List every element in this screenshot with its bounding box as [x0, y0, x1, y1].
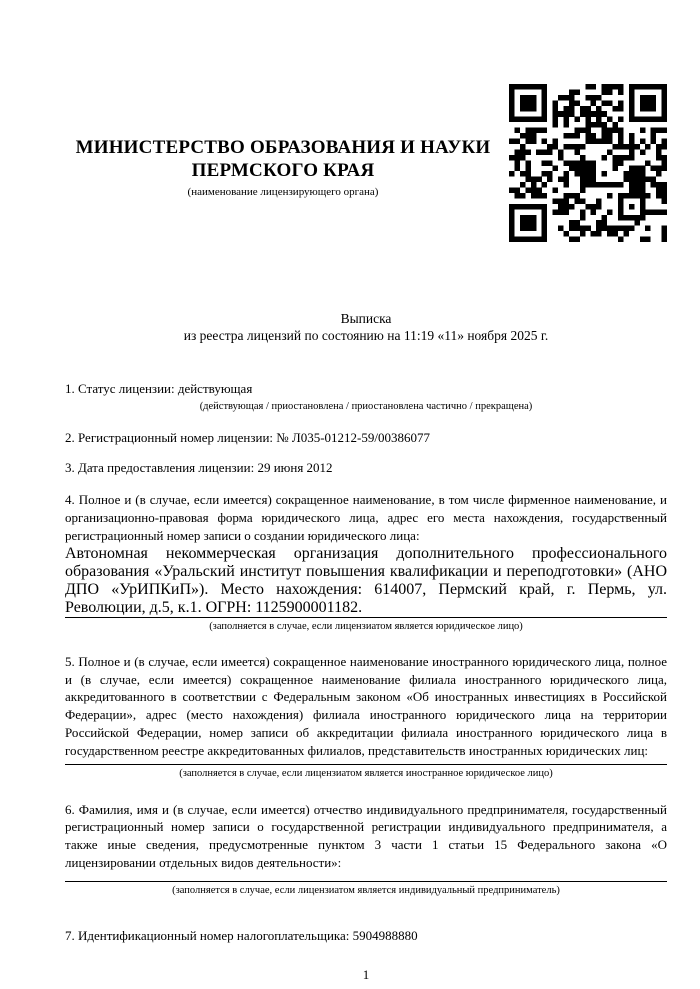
- item-answer: Автономная некоммерческая организация дополнительного профессионального образования «Уральский институт повышения квалификации и переподготовки» (АНО ДПО «УрИПКиП»). Место нахождения: 614007, Пермский край, г. Пермь, ул. Революции, д.5, к.1. ОГРН: 1125900001182.: [65, 544, 667, 616]
- issuer-name-line1: МИНИСТЕРСТВО ОБРАЗОВАНИЯ И НАУКИ: [75, 137, 491, 158]
- item-text: 5. Полное и (в случае, если имеется) сокращенное наименование иностранного юридического лица, полное и (в случае, если имеется) сокращенное наименование филиала иностранного юридического лица, аккредитованного в соответствии с Федеральным законом «Об иностранных инвестициях в Российской Федерации», адрес (место нахождения) филиала иностранного юридического лица на территории Российской Федерации, номер записи об аккредитации филиала иностранного юридического лица в государственном реестре аккредитованных филиалов, представительств иностранных юридических лиц:: [65, 653, 667, 758]
- document-title-line1: Выписка: [340, 311, 392, 326]
- item-caption: (действующая / приостановлена / приостановлена частично / прекращена): [199, 400, 533, 412]
- item-registration-number: [65, 429, 667, 447]
- issuer-name-line2: ПЕРМСКОГО КРАЯ: [191, 160, 375, 181]
- item-caption: (заполняется в случае, если лицензиатом является юридическое лицо): [209, 620, 523, 632]
- item-text: 4. Полное и (в случае, если имеется) сокращенное наименование, в том числе фирменное наименование, и организационно-правовая форма юридического лица, адрес его места нахождения, государственный регистрационный номер записи о создании юридического лица:: [65, 492, 667, 543]
- item-text: 2. Регистрационный номер лицензии: № Л035-01212-59/00386077: [65, 429, 431, 445]
- document-title-line2: из реестра лицензий по состоянию на 11:19 «11» ноября 2025 г.: [183, 327, 549, 343]
- item-individual-entrepreneur: [65, 801, 667, 898]
- item-caption: (заполняется в случае, если лицензиатом является индивидуальный предприниматель): [172, 884, 560, 896]
- item-text: 7. Идентификационный номер налогоплательщика: 5904988880: [65, 927, 418, 943]
- item-legal-entity: [65, 491, 667, 633]
- item-license-status: [65, 380, 667, 414]
- item-text: 6. Фамилия, имя и (в случае, если имеется) отчество индивидуального предпринимателя, государственный регистрационный номер записи о государственной регистрации индивидуального предпринимателя, а также иные сведения, предусмотренные пунктом 3 части 1 статьи 15 Федерального закона «О лицензировании отдельных видов деятельности»:: [65, 801, 667, 870]
- issuing-authority-block: [65, 136, 501, 199]
- page-number: 1: [362, 966, 370, 982]
- item-answer-blank: [65, 760, 667, 765]
- document-header: [65, 84, 667, 242]
- item-foreign-entity: [65, 653, 667, 781]
- item-taxpayer-number: [65, 927, 667, 945]
- item-text: 1. Статус лицензии: действующая: [65, 381, 253, 396]
- item-answer-blank: [65, 872, 667, 882]
- item-text: 3. Дата предоставления лицензии: 29 июня 2012: [65, 459, 333, 475]
- issuer-caption: (наименование лицензирующего органа): [187, 186, 379, 198]
- item-license-date: [65, 459, 667, 477]
- document-title: [65, 311, 667, 344]
- item-caption: (заполняется в случае, если лицензиатом является иностранное юридическое лицо): [179, 767, 553, 779]
- qr-code-icon: [509, 84, 667, 242]
